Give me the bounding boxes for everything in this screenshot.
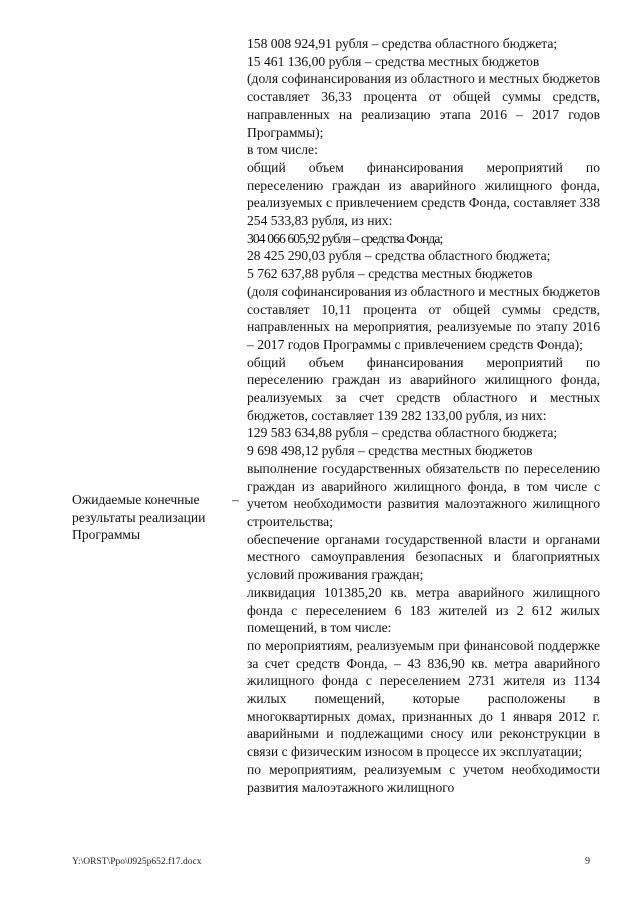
paragraph: в том числе:	[247, 142, 318, 158]
paragraph: общий объем финансирования мероприятий по переселению граждан из аварийного жилищного фонда, реализуемых с привлечением средств Фонда, составляет 338 254 533,83 рубля, из них:	[247, 159, 600, 229]
funding-and-results-column	[247, 35, 600, 796]
paragraph: выполнение государственных обязательств по переселению граждан из аварийного жилищного фонда, в том числе с учетом необходимости развития малоэтажного жилищного строительства;	[247, 460, 600, 529]
paragraph: (доля софинансирования из областного и местных бюджетов составляет 36,33 процента от общей суммы средств, направленных на реализацию этапа 2016 – 2017 годов Программы);	[247, 71, 600, 140]
paragraph: (доля софинансирования из областного и местных бюджетов составляет 10,11 процента от общей суммы средств, направленных на мероприятия, реализуемые по этапу 2016 – 2017 годов Программы с привлечением средств Фонда);	[247, 283, 600, 352]
footer-file-path: Y:\ORST\Ppo\0925p652.f17.docx	[72, 857, 202, 867]
paragraph: 304 066 605,92 рубля – средства Фонда;	[247, 230, 443, 246]
section-label: Ожидаемые конечные результаты реализации Программы	[72, 492, 206, 543]
paragraph: 129 583 634,88 рубля – средства областного бюджета;	[247, 425, 558, 441]
paragraph: по мероприятиям, реализуемым с учетом необходимости развития малоэтажного жилищного	[247, 761, 600, 795]
paragraph: 5 762 637,88 рубля – средства местных бюджетов	[247, 266, 533, 282]
paragraph: 158 008 924,91 рубля – средства областного бюджета;	[247, 36, 558, 51]
paragraph: 9 698 498,12 рубля – средства местных бюджетов	[247, 443, 533, 459]
page-number: 9	[585, 856, 590, 867]
label-dash: –	[232, 492, 239, 507]
paragraph: ликвидация 101385,20 кв. метра аварийного жилищного фонда с переселением 6 183 жителей из 2 612 жилых помещений, в том числе:	[247, 584, 600, 636]
paragraph: общий объем финансирования мероприятий по переселению граждан из аварийного жилищного фонда, реализуемых за счет средств областного и местных бюджетов, составляет 139 282 133,00 рубля, из них:	[247, 354, 600, 423]
paragraph: 28 425 290,03 рубля – средства областного бюджета;	[247, 248, 551, 264]
paragraph: по мероприятиям, реализуемым при финансовой поддержке за счет средств Фонда, – 43 836,90 кв. метра аварийного жилищного фонда с переселением 2731 жителя из 1134 жилых помещений, которые расположены в многоквартирных домах, признанных до 1 января 2012 г. аварийными и подлежащими сносу или реконструкции в связи с физическим износом в процессе их эксплуатации;	[247, 637, 600, 760]
paragraph: 15 461 136,00 рубля – средства местных бюджетов	[247, 53, 540, 69]
paragraph: обеспечение органами государственной власти и органами местного самоуправления безопасных и благоприятных условий проживания граждан;	[247, 531, 600, 583]
